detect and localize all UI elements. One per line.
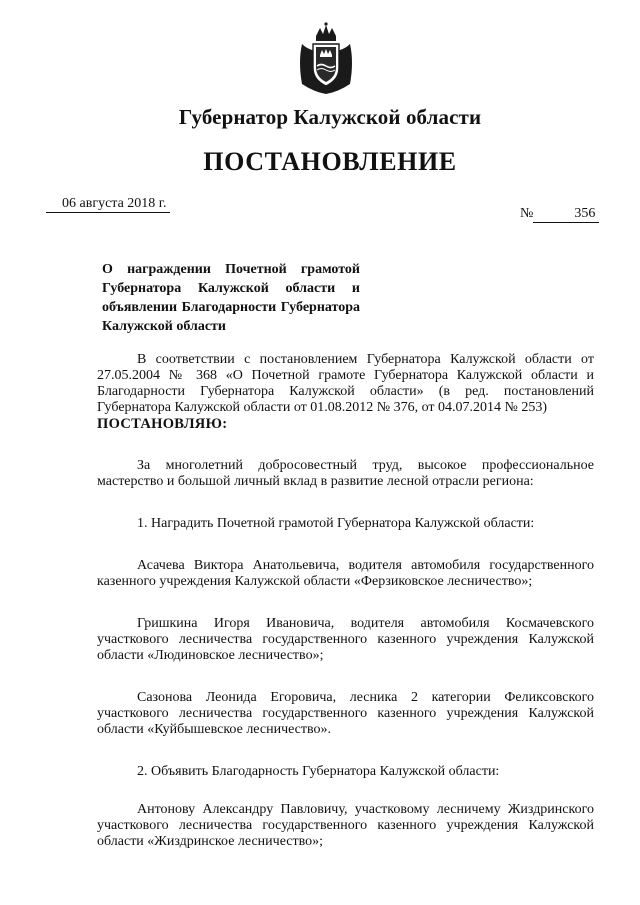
issuer-title: Губернатор Калужской области: [178, 105, 482, 129]
item-2-heading: 2. Объявить Благодарность Губернатора Калужской области:: [137, 764, 500, 779]
document-subject: О награждении Почетной грамотой Губернатора Калужской области и объявлении Благодарности Губернатора Калужской области: [102, 262, 360, 334]
awardee-paragraph: Гришкина Игоря Ивановича, водителя автомобиля Космачевского участкового лесничества государственного казенного учреждения Калужской области «Людиновское лесничество»;: [97, 616, 594, 663]
item-1-heading: 1. Наградить Почетной грамотой Губернатора Калужской области:: [137, 516, 535, 531]
awardee-paragraph: Асачева Виктора Анатольевича, водителя автомобиля государственного казенного учреждения Калужской области «Ферзиковское лесничество»;: [97, 558, 594, 589]
coat-of-arms-icon: [296, 22, 356, 96]
document-number: [520, 206, 599, 223]
number-value: 356: [533, 206, 599, 223]
document-date: [46, 196, 170, 213]
thanked-paragraph: Антонову Александру Павловичу, участковому лесничему Жиздринского участкового лесничества государственного казенного учреждения Калужской области «Жиздринское лесничество»;: [97, 802, 594, 849]
decree-heading: ПОСТАНОВЛЯЮ:: [97, 416, 228, 432]
document-body: [97, 352, 594, 850]
date-value: 06 августа 2018 г.: [46, 196, 170, 213]
awardee-paragraph: Сазонова Леонида Егоровича, лесника 2 категории Феликсовского участкового лесничества государственного казенного учреждения Калужской области «Куйбышевское лесничество».: [97, 690, 594, 737]
preamble-paragraph: В соответствии с постановлением Губернатора Калужской области от 27.05.2004 № 368 «О Почетной грамоте Губернатора Калужской области и Благодарности Губернатора Калужской области» (в ред. постановлений Губернатора Калужской области от 01.08.2012 № 376, от 04.07.2014 № 253): [97, 352, 594, 415]
reason-paragraph: За многолетний добросовестный труд, высокое профессиональное мастерство и большой личный вклад в развитие лесной отрасли региона:: [97, 458, 594, 489]
number-prefix: №: [520, 206, 534, 221]
document-type-title: ПОСТАНОВЛЕНИЕ: [203, 147, 457, 176]
